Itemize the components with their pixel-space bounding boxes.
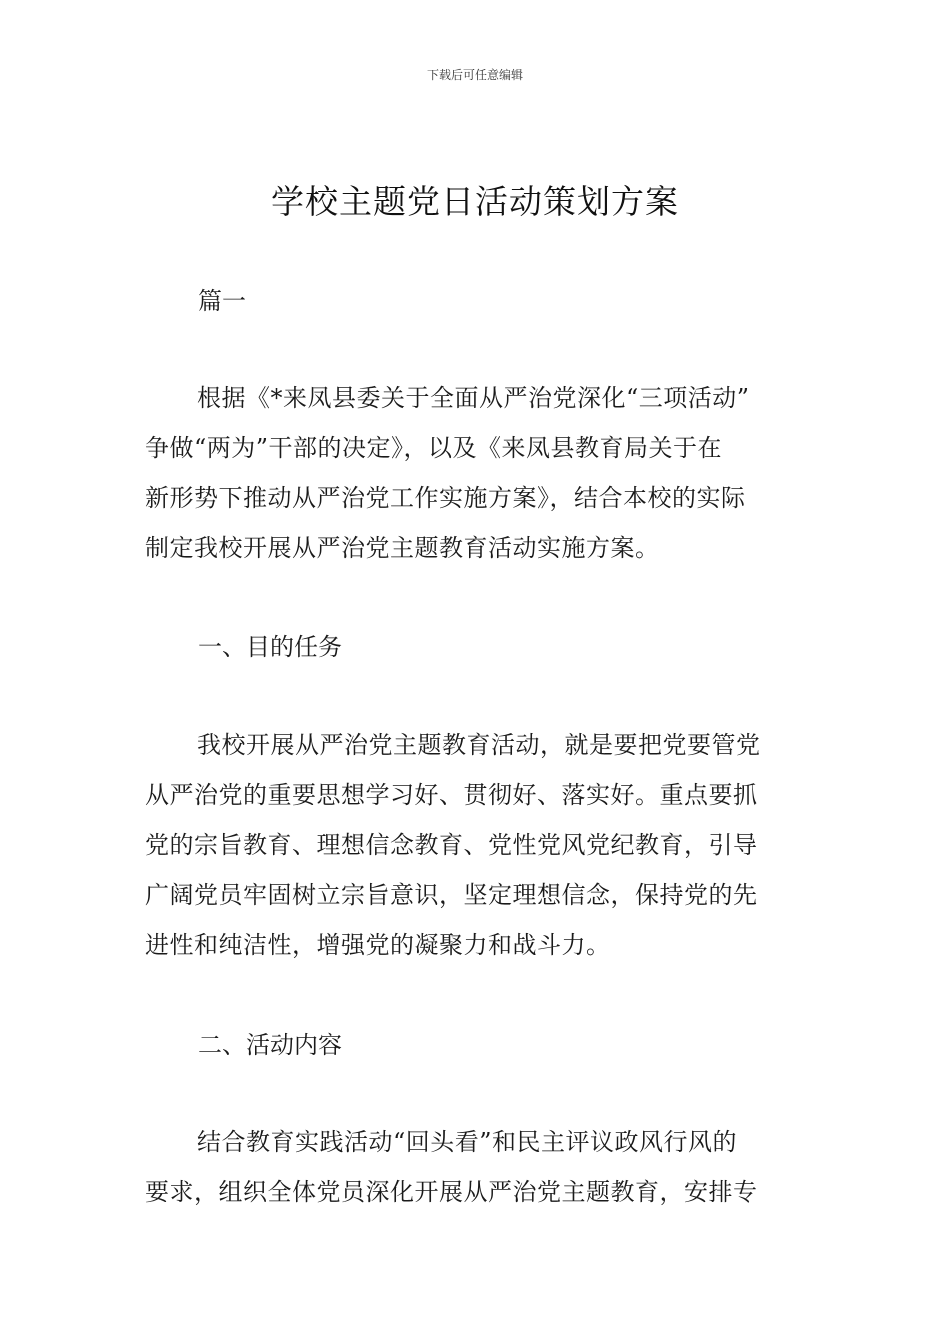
paragraph-line: 我校开展从严治党主题教育活动，就是要把党要管党 xyxy=(197,731,761,759)
paragraph-objectives xyxy=(145,720,807,970)
header-note: 下载后可任意编辑 xyxy=(426,68,523,82)
paragraph-content xyxy=(145,1117,807,1217)
paragraph-line: 争做“两为”干部的决定》，以及《来凤县教育局关于在 xyxy=(145,434,723,462)
heading-objectives: 一、目的任务 xyxy=(198,633,342,661)
paragraph-line: 新形势下推动从严治党工作实施方案》，结合本校的实际 xyxy=(145,484,746,512)
paragraph-line: 制定我校开展从严治党主题教育活动实施方案。 xyxy=(145,534,660,562)
paragraph-line: 结合教育实践活动“回头看”和民主评议政风行风的 xyxy=(197,1128,738,1156)
document-title: 学校主题党日活动策划方案 xyxy=(271,182,679,221)
paragraph-line: 根据《*来凤县委关于全面从严治党深化“三项活动” xyxy=(197,384,750,412)
paragraph-line: 从严治党的重要思想学习好、贯彻好、落实好。重点要抓 xyxy=(145,781,758,809)
heading-content: 二、活动内容 xyxy=(198,1031,342,1059)
paragraph-intro xyxy=(145,373,807,573)
paragraph-line: 广阔党员牢固树立宗旨意识，坚定理想信念，保持党的先 xyxy=(145,881,758,909)
paragraph-line: 进性和纯洁性，增强党的凝聚力和战斗力。 xyxy=(145,931,611,959)
section-label: 篇一 xyxy=(198,287,246,315)
paragraph-line: 党的宗旨教育、理想信念教育、党性党风党纪教育，引导 xyxy=(145,831,758,859)
paragraph-line: 要求，组织全体党员深化开展从严治党主题教育，安排专 xyxy=(145,1178,758,1206)
